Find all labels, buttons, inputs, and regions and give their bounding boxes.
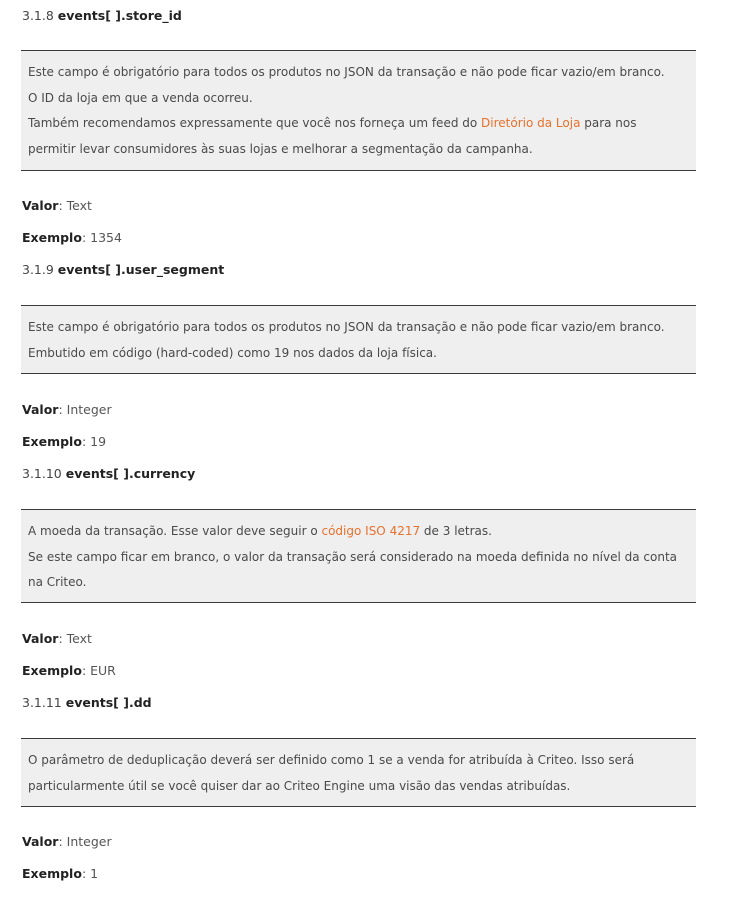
- value-label: Valor: [22, 834, 59, 849]
- note-box-currency: [21, 509, 696, 603]
- value-text: Integer: [66, 834, 112, 849]
- section-number: 3.1.8: [22, 8, 54, 23]
- value-text: Text: [66, 631, 92, 646]
- example-text: 1: [90, 866, 99, 881]
- store-directory-link[interactable]: Diretório da Loja: [481, 116, 581, 130]
- value-label: Valor: [22, 198, 59, 213]
- note-line: Se este campo ficar em branco, o valor da transação será considerado na moeda definida no nível da conta na Criteo.: [28, 549, 678, 589]
- example-text: 19: [90, 434, 107, 449]
- example-label: Exemplo: [22, 663, 82, 678]
- section-heading-user-segment: [22, 262, 224, 278]
- example-label: Exemplo: [22, 434, 82, 449]
- example-text: 1354: [90, 230, 122, 245]
- value-row: Valor: Integer: [22, 834, 112, 849]
- example-text: EUR: [90, 663, 116, 678]
- note-line: O ID da loja em que a venda ocorreu.: [28, 90, 253, 105]
- value-label: Valor: [22, 631, 59, 646]
- example-row: Exemplo: 1354: [22, 230, 122, 245]
- note-line: Este campo é obrigatório para todos os produtos no JSON da transação e não pode ficar vazio/em branco.: [28, 65, 665, 79]
- note-line: Este campo é obrigatório para todos os produtos no JSON da transação e não pode ficar vazio/em branco.: [28, 320, 665, 334]
- field-name: events[ ].store_id: [57, 8, 182, 23]
- note-line: O parâmetro de deduplicação deverá ser definido como 1 se a venda for atribuída à Criteo. Isso será particularmente útil se você quiser dar ao Criteo Engine uma visão das vendas atribuídas.: [28, 753, 635, 793]
- note-line: A moeda da transação. Esse valor deve seguir o código ISO 4217 de 3 letras.: [28, 524, 492, 538]
- field-name: events[ ].dd: [65, 695, 152, 710]
- value-row: Valor: Text: [22, 198, 92, 213]
- note-line: Embutido em código (hard-coded) como 19 nos dados da loja física.: [28, 345, 437, 360]
- note-box-store-id: [21, 50, 696, 171]
- section-heading-currency: [22, 466, 195, 482]
- value-label: Valor: [22, 402, 59, 417]
- iso-4217-link[interactable]: código ISO 4217: [321, 524, 421, 538]
- note-box-dd: [21, 738, 696, 807]
- value-row: Valor: Text: [22, 631, 92, 646]
- example-row: Exemplo: EUR: [22, 663, 116, 678]
- example-label: Exemplo: [22, 866, 82, 881]
- field-name: events[ ].user_segment: [57, 262, 225, 277]
- section-heading-store-id: [22, 8, 182, 24]
- value-text: Text: [66, 198, 92, 213]
- field-name: events[ ].currency: [65, 466, 196, 481]
- example-row: Exemplo: 19: [22, 434, 107, 449]
- value-text: Integer: [66, 402, 112, 417]
- example-row: Exemplo: 1: [22, 866, 99, 881]
- section-number: 3.1.11: [22, 695, 62, 710]
- value-row: Valor: Integer: [22, 402, 112, 417]
- section-heading-dd: [22, 695, 152, 711]
- note-box-user-segment: [21, 305, 696, 374]
- example-label: Exemplo: [22, 230, 82, 245]
- section-number: 3.1.9: [22, 262, 54, 277]
- section-number: 3.1.10: [22, 466, 62, 481]
- note-line: Também recomendamos expressamente que você nos forneça um feed do Diretório da Loja para nos permitir levar consumidores às suas lojas e melhorar a segmentação da campanha.: [28, 116, 637, 156]
